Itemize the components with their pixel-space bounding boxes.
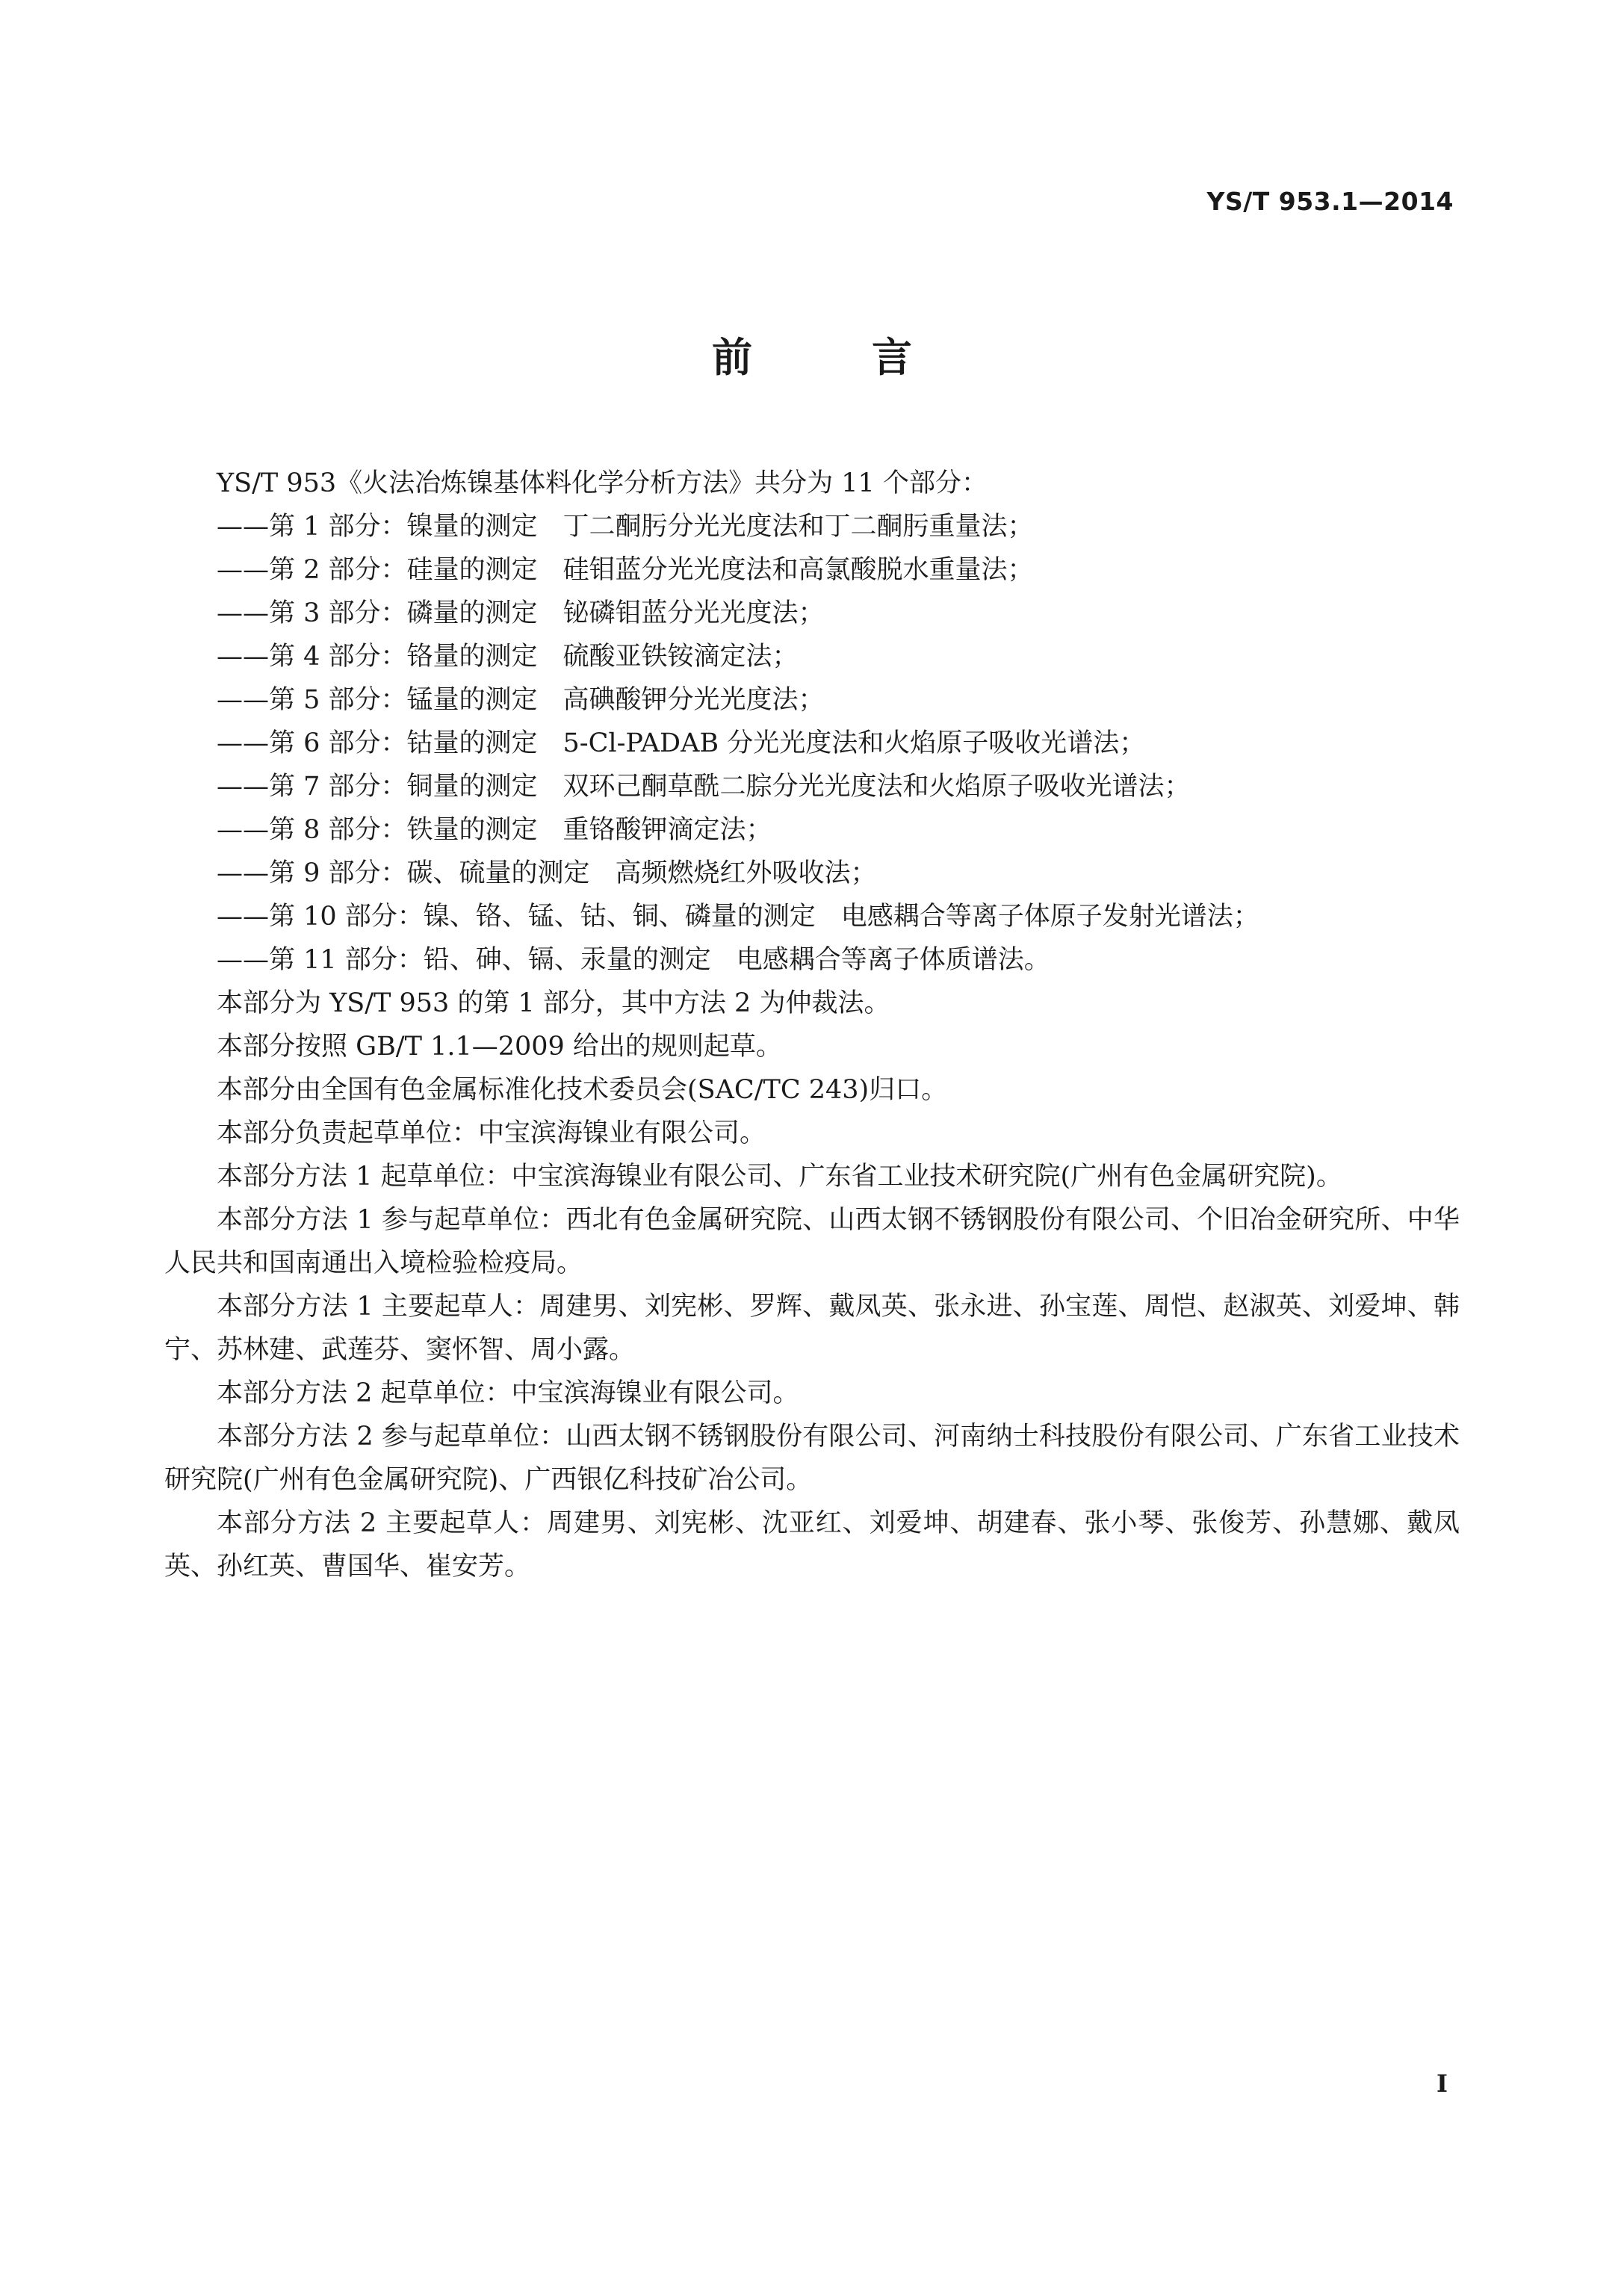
list-item <box>164 678 1460 722</box>
part-method: 5-Cl-PADAB 分光光度法和火焰原子吸收光谱法； <box>562 728 1146 758</box>
part-label: ——第 1 部分：镍量的测定 <box>217 512 538 542</box>
part-label: ——第 2 部分：硅量的测定 <box>217 555 538 585</box>
part-label: ——第 5 部分：锰量的测定 <box>217 685 538 715</box>
paragraph-method1-drafting-units: 本部分方法 1 起草单位：中宝滨海镍业有限公司、广东省工业技术研究院(广州有色金属研究院)。 <box>217 1162 1342 1192</box>
parts-list <box>164 505 1460 982</box>
part-method: 重铬酸钾滴定法； <box>562 815 772 845</box>
page-number: I <box>1437 2069 1448 2098</box>
list-item <box>164 722 1460 765</box>
part-method: 双环己酮草酰二腙分光光度法和火焰原子吸收光谱法； <box>562 772 1191 802</box>
paragraph-method1-participating-units: 本部分方法 1 参与起草单位：西北有色金属研究院、山西太钢不锈钢股份有限公司、个旧冶金研究所、中华人民共和国南通出入境检验检疫局。 <box>164 1205 1460 1278</box>
paragraph-method1-drafters: 本部分方法 1 主要起草人：周建男、刘宪彬、罗辉、戴凤英、张永进、孙宝莲、周恺、赵淑英、刘爱坤、韩宁、苏林建、武莲芬、窦怀智、周小露。 <box>164 1292 1460 1365</box>
paragraph-method2-drafters: 本部分方法 2 主要起草人：周建男、刘宪彬、沈亚红、刘爱坤、胡建春、张小琴、张俊芳、孙慧娜、戴凤英、孙红英、曹国华、崔安芳。 <box>164 1508 1460 1582</box>
paragraph-part-designation: 本部分为 YS/T 953 的第 1 部分，其中方法 2 为仲裁法。 <box>217 988 890 1018</box>
part-method: 电感耦合等离子体原子发射光谱法； <box>840 902 1259 932</box>
paragraph-method2-participating-units: 本部分方法 2 参与起草单位：山西太钢不锈钢股份有限公司、河南纳士科技股份有限公司、广东省工业技术研究院(广州有色金属研究院)、广西银亿科技矿冶公司。 <box>164 1422 1460 1495</box>
page-title: 前言 <box>712 334 1032 381</box>
list-item <box>164 548 1460 592</box>
part-method: 硫酸亚铁铵滴定法； <box>562 642 799 672</box>
part-method: 丁二酮肟分光光度法和丁二酮肟重量法； <box>562 512 1034 542</box>
part-method: 高频燃烧红外吸收法； <box>615 858 877 888</box>
part-label: ——第 8 部分：铁量的测定 <box>217 815 538 845</box>
paragraph-drafting-rules: 本部分按照 GB/T 1.1—2009 给出的规则起草。 <box>217 1032 782 1062</box>
part-label: ——第 3 部分：磷量的测定 <box>217 598 538 628</box>
part-method: 高碘酸钾分光光度法； <box>562 685 825 715</box>
part-label: ——第 9 部分：碳、硫量的测定 <box>217 858 590 888</box>
part-label: ——第 11 部分：铅、砷、镉、汞量的测定 <box>217 945 711 975</box>
part-label: ——第 7 部分：铜量的测定 <box>217 772 538 802</box>
list-item <box>164 895 1460 938</box>
paragraph-committee: 本部分由全国有色金属标准化技术委员会(SAC/TC 243)归口。 <box>217 1075 948 1105</box>
paragraph-method2-drafting-unit: 本部分方法 2 起草单位：中宝滨海镍业有限公司。 <box>217 1378 799 1408</box>
list-item <box>164 852 1460 895</box>
part-label: ——第 10 部分：镍、铬、锰、钴、铜、磷量的测定 <box>217 902 816 932</box>
list-item <box>164 938 1460 982</box>
part-method: 电感耦合等离子体质谱法。 <box>736 945 1050 975</box>
intro-line: YS/T 953《火法冶炼镍基体料化学分析方法》共分为 11 个部分： <box>217 468 988 498</box>
part-method: 铋磷钼蓝分光光度法； <box>562 598 825 628</box>
part-label: ——第 6 部分：钴量的测定 <box>217 728 538 758</box>
list-item <box>164 765 1460 808</box>
list-item <box>164 505 1460 548</box>
foreword-body <box>164 462 1460 1588</box>
standard-number: YS/T 953.1—2014 <box>1206 187 1454 216</box>
part-label: ——第 4 部分：铬量的测定 <box>217 642 538 672</box>
list-item <box>164 635 1460 678</box>
list-item <box>164 808 1460 852</box>
paragraph-responsible-unit: 本部分负责起草单位：中宝滨海镍业有限公司。 <box>217 1118 766 1148</box>
list-item <box>164 592 1460 635</box>
part-method: 硅钼蓝分光光度法和高氯酸脱水重量法； <box>562 555 1034 585</box>
